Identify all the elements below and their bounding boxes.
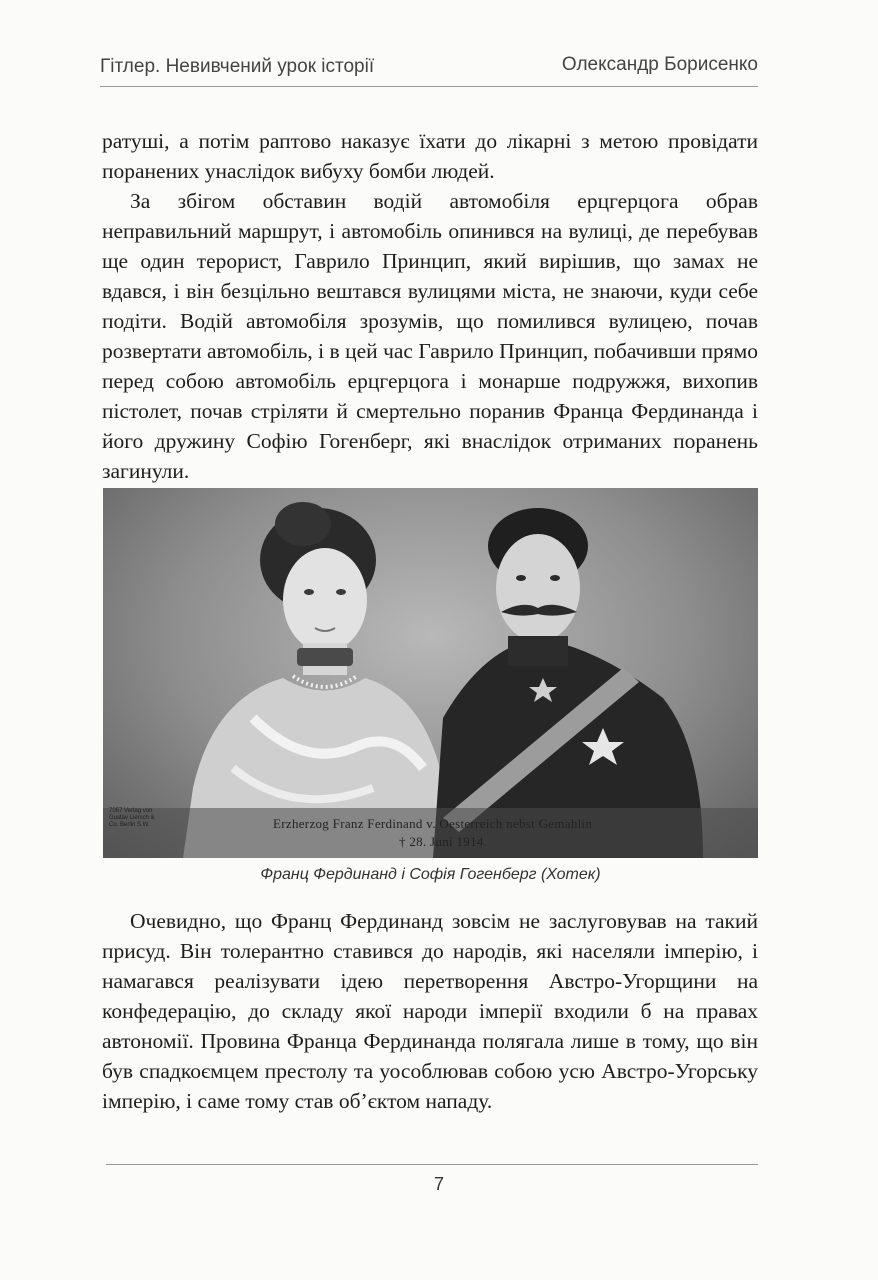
author-name: Олександр Борисенко [561, 54, 758, 75]
historical-photo [103, 488, 758, 858]
photo-caption: Франц Фердинанд і Софія Гогенберг (Хотек) [260, 866, 601, 883]
photo-inscription-date: † 28. Juni 1914. [399, 834, 488, 849]
publisher-mark: 7057 Verlag von Gustav Liersch & Co. Berlin S.W. [109, 808, 155, 828]
portrait-illustration [103, 488, 758, 858]
footer-divider [106, 1164, 758, 1165]
paragraph-continuation: ратуші, а потім раптово наказує їхати до лікарні з метою провідати поранених унаслідок вибуху бомби людей. [102, 129, 758, 183]
paragraph-assassination: За збігом обставин водій автомобіля ерцгерцога обрав неправильний маршрут, і автомобіль опинився на вулиці, де перебував ще один терорист, Гаврило Принцип, який вирішив, що замах не вдався, і він безцільно вештався вулицями міста, не знаючи, куди себе подіти. Водій автомобіля зрозумів, що помилився вулицею, почав розвертати автомобіль, і в цей час Гаврило Принцип, побачивши прямо перед собою автомобіль ерцгерцога і монарше подружжя, вихопив пістолет, почав стріляти й смертельно поранив Франца Фердинанда і його дружину Софію Гогенберг, які внаслідок отриманих поранень загинули. [102, 189, 758, 483]
paragraph-conclusion: Очевидно, що Франц Фердинанд зовсім не заслуговував на такий присуд. Він толерантно ставився до народів, які населяли імперію, і намагався реалізувати ідею перетворення Австро-Угорщини на конфедерацію, до складу якої народи імперії входили б на правах автономії. Провина Франца Фердинанда полягала лише в тому, що він був спадкоємцем престолу та уособлював собою усю Австро-Угорську імперію, і саме тому став об’єктом нападу. [102, 909, 758, 1113]
body-text-bottom [102, 906, 758, 1116]
running-header [100, 52, 758, 86]
body-text-top [102, 126, 758, 486]
header-divider [100, 86, 758, 87]
page-number: 7 [433, 1174, 444, 1194]
photo-inscription: Erzherzog Franz Ferdinand v. Oesterreich nebst Gemahlin [273, 816, 593, 831]
book-title: Гітлер. Невивчений урок історії [100, 56, 375, 77]
